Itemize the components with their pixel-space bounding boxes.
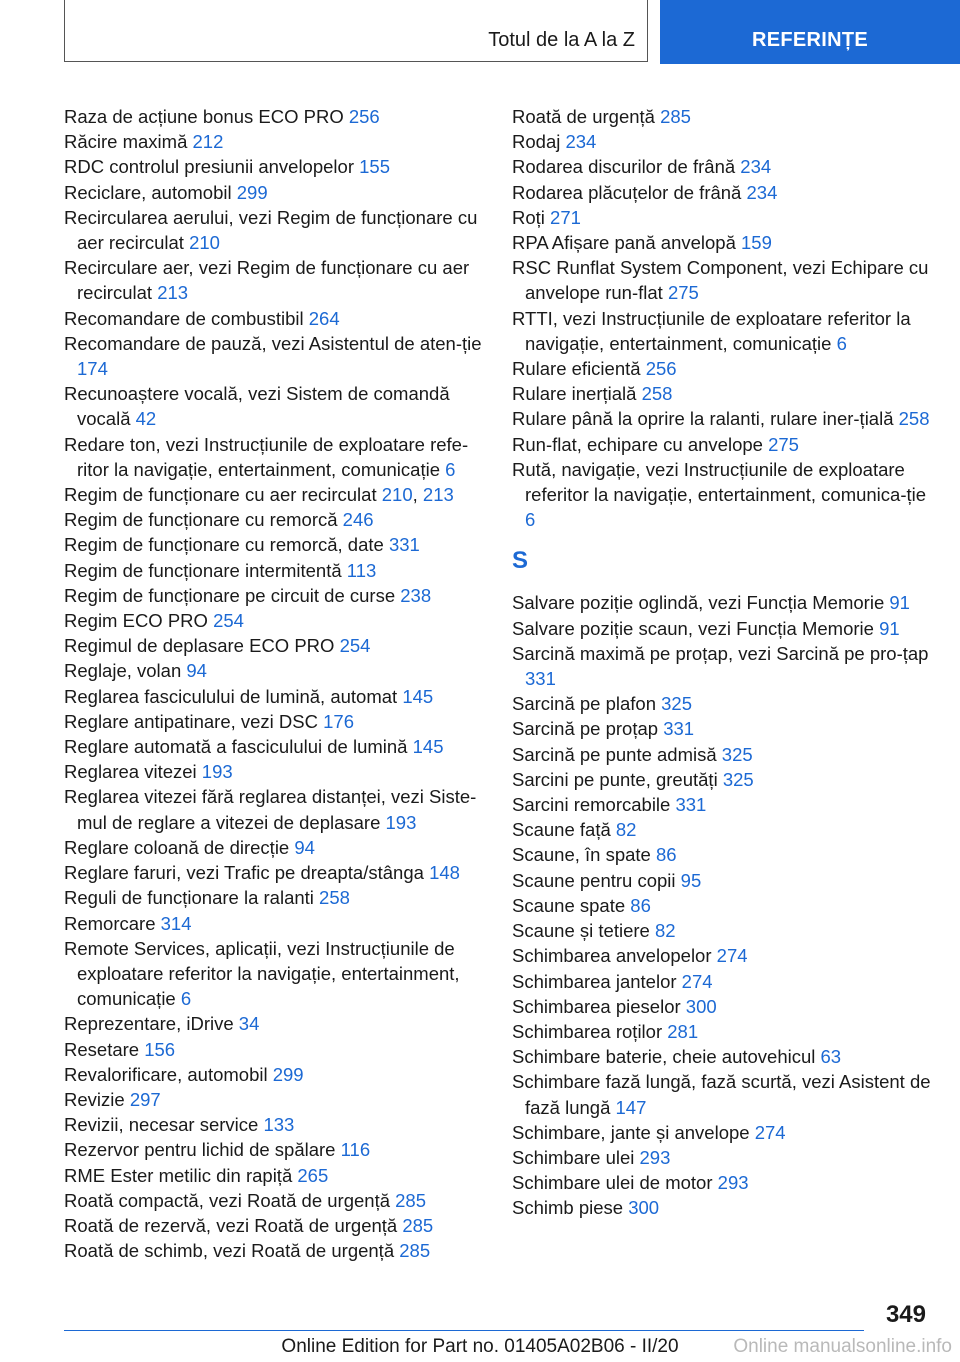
page-link[interactable]: 285 [395,1189,427,1211]
index-entry [64,432,484,482]
page-link[interactable]: 254 [339,635,371,657]
page-link[interactable]: 285 [660,106,691,127]
index-entry [64,608,484,633]
page-link[interactable]: 293 [717,1172,749,1194]
page-link[interactable]: 155 [359,156,390,178]
index-term: Schimbare ulei [512,1146,635,1168]
index-entry [64,885,484,910]
index-term: Rezervor pentru lichid de spălare [64,1139,336,1161]
page-link[interactable]: 297 [129,1088,161,1110]
page-link[interactable]: 258 [898,408,930,430]
index-term: Run-flat, echipare cu anvelope [512,433,763,455]
page-link[interactable]: 238 [400,584,432,606]
page-link[interactable]: 145 [402,685,434,707]
page-link[interactable]: 234 [746,181,778,203]
index-entry [64,1062,484,1087]
page-link[interactable]: 246 [342,509,374,531]
page-link[interactable]: 159 [741,232,772,254]
index-term: Reglare coloană de direcție [64,836,290,858]
index-term: Regim de funcționare cu remorcă, date [64,534,384,556]
index-entry [512,1120,932,1145]
page-link[interactable]: 63 [820,1046,842,1068]
index-term: Sarcină pe punte admisă [512,743,717,765]
index-entry [512,104,932,129]
index-entry [64,507,484,532]
index-term: Scaune față [512,819,611,841]
index-entry [512,154,932,179]
page-link[interactable]: 275 [667,282,699,304]
index-entry [64,1213,484,1238]
page-link[interactable]: 6 [180,988,192,1010]
index-term: Raza de acțiune bonus ECO PRO [64,106,344,127]
page-link[interactable]: 331 [388,534,420,556]
index-term: Roată de rezervă, vezi Roată de urgență [64,1214,398,1236]
index-term: Rodaj [512,131,561,153]
index-entry [64,684,484,709]
index-term: Reciclare, automobil [64,181,232,203]
page-link[interactable]: 6 [836,332,847,354]
page-link[interactable]: 271 [550,206,581,228]
index-term: Reglare automată a fasciculului de lumină [64,736,408,758]
index-term: Rodarea plăcuțelor de frână [512,181,742,203]
index-term: Recirculare aer, vezi Regim de funcționare cu aer recirculat [64,257,470,304]
index-entry [64,1112,484,1137]
index-term: Salvare poziție scaun, vezi Funcția Memorie [512,617,874,639]
page-link[interactable]: 274 [754,1121,786,1143]
page-link[interactable]: 258 [319,887,350,909]
index-entry [512,943,932,968]
index-entry [512,1069,932,1119]
index-term: Regim de funcționare cu remorcă [64,509,338,531]
index-term: Rulare inerțială [512,383,637,405]
index-entry [512,817,932,842]
page-link[interactable]: 314 [160,912,192,934]
index-group-s [512,590,932,1220]
index-term: Reguli de funcționare la ralanti [64,887,314,909]
index-entry [512,406,932,431]
index-entry [64,532,484,557]
index-entry [512,969,932,994]
page-link[interactable]: 95 [680,869,702,891]
index-entry [512,432,932,457]
index-entry [512,255,932,305]
index-term: Regim de funcționare cu aer recirculat [64,484,377,506]
index-entry [64,306,484,331]
index-entry [64,1238,484,1263]
index-term: Scaune spate [512,894,626,916]
index-term: Schimbarea roților [512,1020,663,1042]
page-link[interactable]: 331 [663,718,695,740]
page-link[interactable]: 91 [879,617,900,639]
index-entry [64,381,484,431]
index-term: Sarcini remorcabile [512,794,671,816]
index-term: Regim ECO PRO [64,610,208,632]
page-link[interactable]: 6 [445,458,456,480]
section-title: Totul de la A la Z [488,29,635,51]
index-term: Schimbare ulei de motor [512,1172,713,1194]
page-link[interactable]: 133 [263,1114,295,1136]
page-link[interactable]: 258 [641,383,673,405]
index-term: Scaune pentru copii [512,869,676,891]
index-entry [64,205,484,255]
index-entry [64,583,484,608]
page-link[interactable]: 299 [236,181,268,203]
index-term: Scaune și tetiere [512,920,650,942]
page-link[interactable]: 274 [681,970,713,992]
footer-edition: Online Edition for Part no. 01405A02B06 - II/20 [281,1336,679,1357]
index-entry [64,129,484,154]
index-term: Remote Services, aplicații, vezi Instrucțiunile de exploatare referitor la navigație, entertainment, comunicație [64,937,460,1010]
index-entry [512,893,932,918]
index-term: Regim de funcționare intermitentă [64,559,342,581]
page-link[interactable]: 285 [399,1240,431,1262]
page-link[interactable]: 234 [740,156,772,178]
index-term: Reglare antipatinare, vezi DSC [64,710,318,732]
header-tab-box[interactable] [660,0,960,64]
page-separator: , [412,484,418,506]
index-term: RPA Afișare pană anvelopă [512,232,736,254]
index-entry [512,1195,932,1220]
page-link[interactable]: 254 [213,610,244,632]
index-term: Schimbarea jantelor [512,970,677,992]
index-entry [512,306,932,356]
page-link[interactable]: 176 [323,710,355,732]
index-entry [64,331,484,381]
index-entry [64,1087,484,1112]
page-link[interactable]: 113 [346,559,377,581]
index-entry [512,918,932,943]
index-entry [64,482,484,507]
index-term: Remorcare [64,912,156,934]
index-term: Rută, navigație, vezi Instrucțiunile de exploatare referitor la navigație, entertainment, comunica‐ție [512,458,927,506]
index-entry [64,1188,484,1213]
index-term: Răcire maximă [64,131,188,153]
index-entry [64,936,484,1012]
index-term: Revizie [64,1088,125,1110]
index-entry [512,356,932,381]
index-entry [64,709,484,734]
page-link[interactable]: 82 [654,920,676,942]
index-entry [64,835,484,860]
index-term: Roți [512,206,545,228]
index-term: Schimbare fază lungă, fază scurtă, vezi Asistent de fază lungă [512,1071,931,1118]
index-term: Regim de funcționare pe circuit de curse [64,584,396,606]
footer-watermark: Online manualsonline.info [733,1336,952,1357]
page-link[interactable]: 256 [348,106,380,127]
page-link[interactable]: 34 [238,1013,260,1035]
index-entry [512,742,932,767]
page-link[interactable]: 300 [685,995,717,1017]
page-link[interactable]: 174 [77,358,108,380]
index-entry [64,154,484,179]
index-entry [64,911,484,936]
index-entry [64,558,484,583]
index-entry [64,104,484,129]
page-link[interactable]: 281 [667,1020,699,1042]
index-term: RME Ester metilic din rapiță [64,1164,293,1186]
index-term: Recunoaștere vocală, vezi Sistem de comandă vocală [64,383,450,430]
index-entry [64,1163,484,1188]
index-term: Reglarea vitezei fără reglarea distanței, vezi Siste‐mul de reglare a vitezei de deplasare [64,786,477,833]
index-term: Sarcină maximă pe proțap, vezi Sarcină pe pro‐țap [512,642,929,664]
index-column-left [64,104,484,1263]
index-entry [512,1019,932,1044]
index-term: RDC controlul presiunii anvelopelor [64,156,354,178]
index-entry [512,1044,932,1069]
index-entry [512,205,932,230]
index-entry [512,792,932,817]
index-entry [512,641,932,691]
page-link[interactable]: 213 [157,282,189,304]
page-link[interactable]: 193 [385,811,417,833]
index-entry [512,1170,932,1195]
page-link[interactable]: 94 [294,836,315,858]
page-link[interactable]: 148 [429,862,460,884]
index-letter-heading: S [512,547,529,575]
index-term: Recomandare de pauză, vezi Asistentul de aten‐ție [64,332,482,354]
index-term: Revalorificare, automobil [64,1063,268,1085]
page-link[interactable]: 86 [630,894,651,916]
index-entry [64,759,484,784]
index-entry [512,230,932,255]
index-entry [64,734,484,759]
tab-references[interactable]: REFERINȚE [751,29,869,51]
index-term: Revizii, necesar service [64,1114,259,1136]
page-link[interactable]: 264 [308,307,340,329]
index-term: Roată de urgență [512,106,655,127]
index-term: Redare ton, vezi Instrucțiunile de exploatare refe‐ritor la navigație, entertainment, comunicație [64,433,469,480]
page-link[interactable]: 325 [661,693,693,715]
page-link[interactable]: 210 [381,484,413,506]
index-entry [64,255,484,305]
index-term: Schimbare, jante și anvelope [512,1121,750,1143]
index-term: Reglaje, volan [64,660,182,682]
page-link[interactable]: 275 [768,433,799,455]
index-term: Schimb piese [512,1197,624,1219]
index-term: Reglarea fasciculului de lumină, automat [64,685,398,707]
index-entry [512,616,932,641]
index-term: RTTI, vezi Instrucțiunile de exploatare referitor la navigație, entertainment, comunicație [512,307,911,354]
index-entry [64,784,484,834]
page-link[interactable]: 293 [639,1146,671,1168]
index-entry [512,129,932,154]
index-entry [64,860,484,885]
index-term: Schimbarea anvelopelor [512,945,712,967]
index-entry [64,1011,484,1036]
index-entry [64,180,484,205]
page-link[interactable]: 42 [135,408,157,430]
index-term: Recircularea aerului, vezi Regim de funcționare cu aer recirculat [64,206,478,254]
index-column-right [512,104,932,1221]
index-term: Reglare faruri, vezi Trafic pe dreapta/stânga [64,862,424,884]
index-term: RSC Runflat System Component, vezi Echipare cu anvelope run-flat [512,257,929,304]
index-entry [512,868,932,893]
page-link[interactable]: 325 [721,743,753,765]
index-term: Rulare până la oprire la ralanti, rulare iner‐țială [512,408,894,430]
index-term: Salvare poziție oglindă, vezi Funcția Memorie [512,592,885,614]
index-term: Schimbarea pieselor [512,995,681,1017]
page-link[interactable]: 145 [412,736,444,758]
page-link[interactable]: 116 [340,1139,371,1161]
index-term: Scaune, în spate [512,844,651,866]
page-link[interactable]: 156 [144,1038,176,1060]
page-link[interactable]: 331 [675,794,707,816]
page-link[interactable]: 234 [565,131,597,153]
index-term: Sarcină pe plafon [512,693,656,715]
page-link[interactable]: 256 [645,358,677,380]
index-entry [512,590,932,615]
index-entry [512,180,932,205]
index-entry [64,1137,484,1162]
page-link[interactable]: 213 [422,484,454,506]
index-term: Rulare eficientă [512,358,641,380]
index-entry [512,842,932,867]
index-entry [512,716,932,741]
page-link[interactable]: 265 [297,1164,329,1186]
index-entry [64,1037,484,1062]
page-link[interactable]: 299 [272,1063,304,1085]
page-link[interactable]: 6 [525,509,536,531]
index-entry [512,1145,932,1170]
page-link[interactable]: 274 [716,945,748,967]
index-term: Reglarea vitezei [64,761,197,783]
page-link[interactable]: 325 [722,768,754,790]
page-link[interactable]: 300 [628,1197,660,1219]
page-link[interactable]: 210 [189,232,220,254]
index-entry [512,381,932,406]
index-entry [512,767,932,792]
index-term: Recomandare de combustibil [64,307,304,329]
page-link[interactable]: 331 [525,668,556,690]
page-number: 349 [885,1301,926,1328]
index-term: Roată compactă, vezi Roată de urgență [64,1189,390,1211]
page-link[interactable]: 147 [615,1096,647,1118]
page-link[interactable]: 212 [192,131,224,153]
footer-divider [64,1330,864,1331]
index-term: Roată de schimb, vezi Roată de urgență [64,1240,395,1262]
index-group-r [512,104,932,532]
index-entry [64,658,484,683]
index-entry [64,633,484,658]
page-link[interactable]: 82 [615,819,637,841]
index-term: Reprezentare, iDrive [64,1013,234,1035]
index-term: Regimul de deplasare ECO PRO [64,635,335,657]
index-entry [512,691,932,716]
index-term: Schimbare baterie, cheie autovehicul [512,1046,816,1068]
index-term: Resetare [64,1038,140,1060]
index-entry [512,457,932,533]
index-entry [512,994,932,1019]
page-link[interactable]: 94 [186,660,207,682]
index-term: Rodarea discurilor de frână [512,156,736,178]
index-term: Sarcină pe proțap [512,718,659,740]
header-section-box [64,0,648,62]
index-term: Sarcini pe punte, greutăți [512,768,718,790]
page-link[interactable]: 86 [656,844,677,866]
page-link[interactable]: 285 [402,1214,434,1236]
page-link[interactable]: 91 [889,592,910,614]
page-link[interactable]: 193 [201,761,233,783]
